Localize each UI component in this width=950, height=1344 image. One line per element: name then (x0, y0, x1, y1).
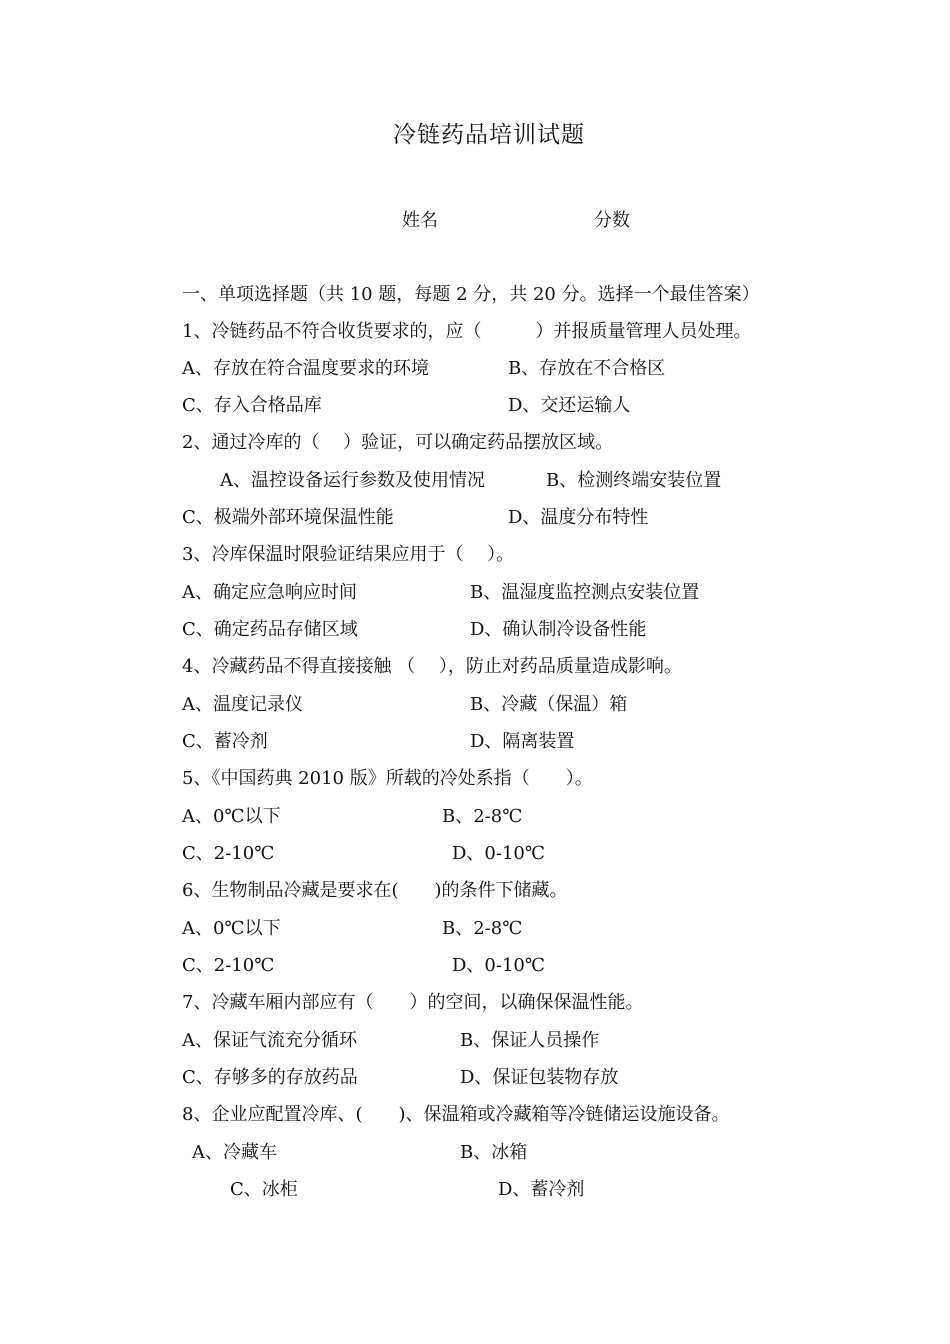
question-2: 2、通过冷库的（ ）验证，可以确定药品摆放区域。 (182, 432, 614, 453)
question-7-option-b: B、保证人员操作 (460, 1030, 600, 1051)
question-6-option-b: B、2-8℃ (442, 918, 523, 939)
question-8-option-c: C、冰柜 (230, 1179, 298, 1200)
question-2-option-c: C、极端外部环境保温性能 (182, 507, 394, 528)
question-4-option-b: B、冷藏（保温）箱 (470, 694, 628, 715)
question-6-option-c: C、2-10℃ (182, 955, 275, 976)
question-7: 7、冷藏车厢内部应有（ ）的空间，以确保保温性能。 (182, 992, 644, 1013)
question-4-option-a: A、温度记录仪 (182, 694, 303, 715)
question-1-option-a: A、存放在符合温度要求的环境 (182, 358, 429, 379)
question-7-option-a: A、保证气流充分循环 (182, 1030, 357, 1051)
question-5-option-c: C、2-10℃ (182, 843, 275, 864)
name-label: 姓名 (402, 210, 438, 231)
question-2-option-b: B、检测终端安装位置 (546, 470, 722, 491)
question-5-option-a: A、0℃以下 (182, 806, 281, 827)
question-8-option-d: D、蓄冷剂 (498, 1179, 585, 1200)
question-5-option-b: B、2-8℃ (442, 806, 523, 827)
question-8: 8、企业应配置冷库、( )、保温箱或冷藏箱等冷链储运设施设备。 (182, 1104, 730, 1125)
question-6-option-a: A、0℃以下 (182, 918, 281, 939)
question-6-option-d: D、0-10℃ (452, 955, 546, 976)
question-3-option-a: A、确定应急响应时间 (182, 582, 357, 603)
question-2-option-a: A、温控设备运行参数及使用情况 (220, 470, 485, 491)
question-1-option-b: B、存放在不合格区 (508, 358, 666, 379)
score-label: 分数 (594, 210, 630, 231)
section-heading: 一、单项选择题（共 10 题，每题 2 分，共 20 分。选择一个最佳答案） (182, 284, 760, 305)
question-6: 6、生物制品冷藏是要求在( )的条件下储藏。 (182, 880, 568, 901)
question-3-option-c: C、确定药品存储区域 (182, 619, 358, 640)
question-3: 3、冷库保温时限验证结果应用于（ ）。 (182, 544, 515, 565)
question-8-option-b: B、冰箱 (460, 1142, 528, 1163)
question-7-option-c: C、存够多的存放药品 (182, 1067, 358, 1088)
question-2-option-d: D、温度分布特性 (508, 507, 649, 528)
question-4-option-d: D、隔离装置 (470, 731, 575, 752)
question-3-option-b: B、温湿度监控测点安装位置 (470, 582, 700, 603)
question-3-option-d: D、确认制冷设备性能 (470, 619, 647, 640)
question-4-option-c: C、蓄冷剂 (182, 731, 268, 752)
question-1-option-c: C、存入合格品库 (182, 395, 322, 416)
question-1-option-d: D、交还运输人 (508, 395, 631, 416)
question-7-option-d: D、保证包装物存放 (460, 1067, 619, 1088)
question-5: 5、《中国药典 2010 版》所载的冷处系指（ ）。 (182, 768, 593, 789)
document-title: 冷链药品培训试题 (393, 122, 585, 148)
question-8-option-a: A、冷藏车 (192, 1142, 277, 1163)
question-1: 1、冷链药品不符合收货要求的，应（ ）并报质量管理人员处理。 (182, 321, 752, 342)
question-5-option-d: D、0-10℃ (452, 843, 546, 864)
question-4: 4、冷藏药品不得直接接触 （ ），防止对药品质量造成影响。 (182, 656, 682, 677)
